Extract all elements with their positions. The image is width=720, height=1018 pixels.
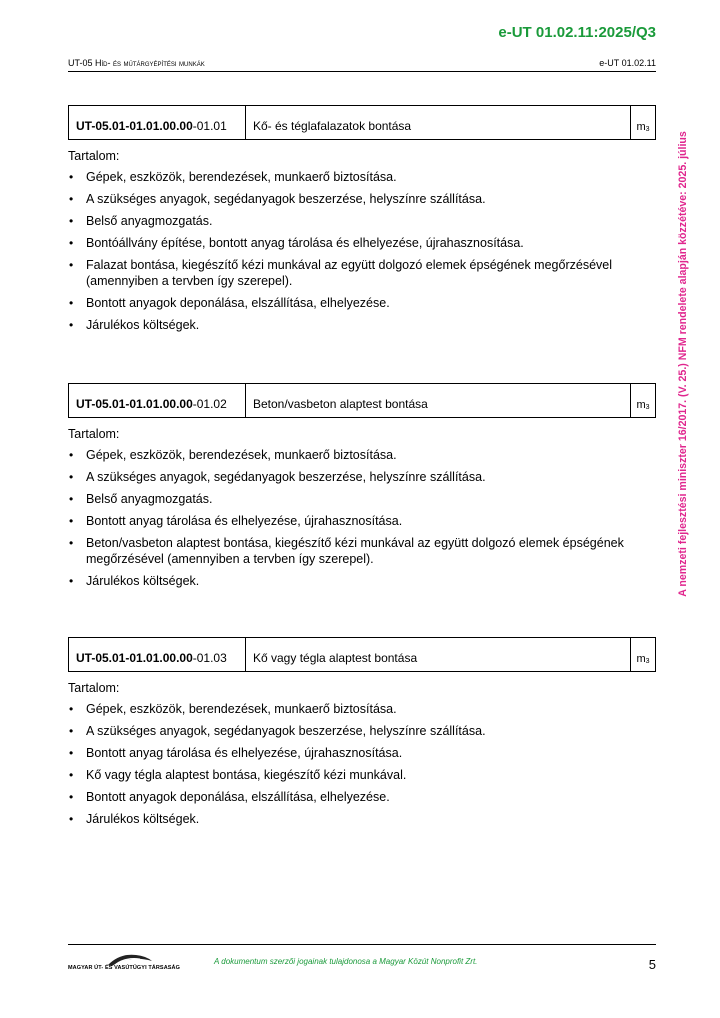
section-title: UT-05 Híd- és műtárgyépítési munkák	[68, 58, 205, 68]
work-item	[68, 383, 656, 589]
list-item: • Falazat bontása, kiegészítő kézi munkával az együtt dolgozó elemek épségének megőrzésével (amennyiben a tervben így szerepel).	[68, 257, 656, 289]
content-list	[68, 701, 656, 827]
work-item	[68, 105, 656, 333]
copyright-notice: A dokumentum szerzői jogainak tulajdonosa a Magyar Közút Nonprofit Zrt.	[214, 957, 478, 966]
page-footer	[68, 944, 656, 972]
document-reference: e-UT 01.02.11	[599, 58, 656, 68]
page-number: 5	[648, 957, 656, 972]
list-item: • Belső anyagmozgatás.	[68, 213, 656, 229]
work-item	[68, 637, 656, 827]
item-code: UT-05.01-01.01.00.00 -01.02	[69, 384, 246, 417]
item-name: Beton/vasbeton alaptest bontása	[246, 384, 631, 417]
list-item: • Bontóállvány építése, bontott anyag tárolása és elhelyezése, újrahasznosítása.	[68, 235, 656, 251]
list-item: • Bontott anyag tárolása és elhelyezése, újrahasznosítása.	[68, 513, 656, 529]
list-item: • A szükséges anyagok, segédanyagok beszerzése, helyszínre szállítása.	[68, 191, 656, 207]
running-header	[68, 58, 656, 72]
list-item: • Gépek, eszközök, berendezések, munkaerő biztosítása.	[68, 169, 656, 185]
item-code: UT-05.01-01.01.00.00 -01.01	[69, 106, 246, 139]
list-item: • Beton/vasbeton alaptest bontása, kiegészítő kézi munkával az együtt dolgozó elemek épségének megőrzésével (amennyiben a tervben így szerepel).	[68, 535, 656, 567]
side-note-text: A nemzeti fejlesztési miniszter 16/2017. (V. 25.) NFM rendelete alapján közzétéve: 2025. július	[677, 131, 689, 597]
content-label: Tartalom:	[68, 427, 120, 441]
item-name: Kő vagy tégla alaptest bontása	[246, 638, 631, 671]
list-item: • Járulékos költségek.	[68, 317, 656, 333]
list-item: • Bontott anyagok deponálása, elszállítása, elhelyezése.	[68, 789, 656, 805]
content-label: Tartalom:	[68, 681, 120, 695]
item-name: Kő- és téglafalazatok bontása	[246, 106, 631, 139]
list-item: • Gépek, eszközök, berendezések, munkaerő biztosítása.	[68, 701, 656, 717]
list-item: • Gépek, eszközök, berendezések, munkaerő biztosítása.	[68, 447, 656, 463]
list-item: • A szükséges anyagok, segédanyagok beszerzése, helyszínre szállítása.	[68, 469, 656, 485]
list-item: • Járulékos költségek.	[68, 811, 656, 827]
work-item-header	[68, 383, 656, 418]
item-unit: m $_3$	[636, 399, 650, 411]
society-logo	[68, 951, 208, 975]
list-item: • Kő vagy tégla alaptest bontása, kiegészítő kézi munkával.	[68, 767, 656, 783]
content-list	[68, 447, 656, 589]
item-code: UT-05.01-01.01.00.00 -01.03	[69, 638, 246, 671]
list-item: • Bontott anyag tárolása és elhelyezése, újrahasznosítása.	[68, 745, 656, 761]
list-item: • Bontott anyagok deponálása, elszállítása, elhelyezése.	[68, 295, 656, 311]
work-item-header	[68, 637, 656, 672]
list-item: • Járulékos költségek.	[68, 573, 656, 589]
content-label: Tartalom:	[68, 149, 120, 163]
item-unit: m $_3$	[636, 653, 650, 665]
item-unit: m $_3$	[636, 121, 650, 133]
content-list	[68, 169, 656, 333]
logo-text: MAGYAR ÚT- ÉS VASÚTÜGYI TÁRSASÁG	[68, 965, 180, 971]
work-item-header	[68, 105, 656, 140]
list-item: • Belső anyagmozgatás.	[68, 491, 656, 507]
document-code: e-UT 01.02.11:2025/Q3	[498, 24, 656, 41]
list-item: • A szükséges anyagok, segédanyagok beszerzése, helyszínre szállítása.	[68, 723, 656, 739]
